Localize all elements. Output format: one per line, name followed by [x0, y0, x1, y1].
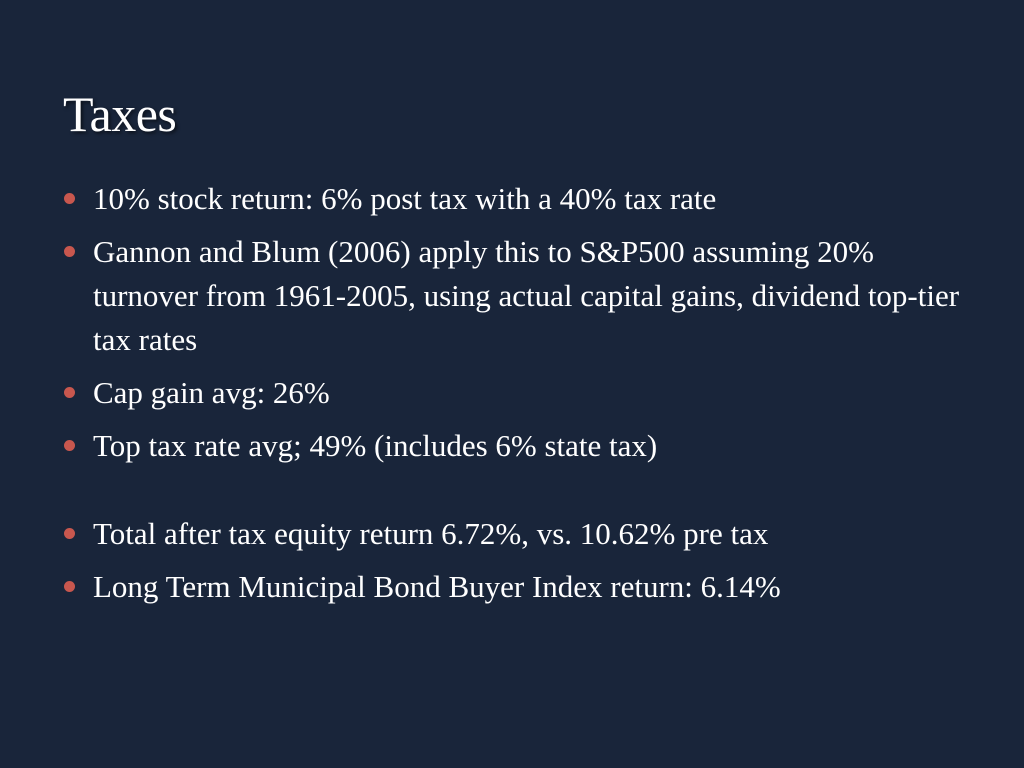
bullet-dot-icon [64, 528, 75, 539]
bullet-text: Total after tax equity return 6.72%, vs. 10.62% pre tax [93, 516, 769, 551]
bullet-item [64, 565, 964, 609]
bullet-item [64, 177, 964, 221]
bullet-text: Cap gain avg: 26% [93, 375, 330, 410]
bullet-dot-icon [64, 581, 75, 592]
bullet-dot-icon [64, 440, 75, 451]
bullet-item [64, 512, 964, 556]
bullet-text: Gannon and Blum (2006) apply this to S&P500 assuming 20% turnover from 1961-2005, using actual capital gains, dividend top-tier tax rates [93, 234, 960, 357]
bullet-text: Long Term Municipal Bond Buyer Index return: 6.14% [93, 569, 781, 604]
bullet-dot-icon [64, 193, 75, 204]
bullet-dot-icon [64, 246, 75, 257]
slide-title: Taxes [63, 86, 177, 142]
bullet-item [64, 230, 964, 362]
bullet-item [64, 424, 964, 468]
bullet-text: Top tax rate avg; 49% (includes 6% state tax) [93, 428, 658, 463]
bullet-dot-icon [64, 387, 75, 398]
bullet-item [64, 371, 964, 415]
bullet-list [64, 177, 964, 618]
bullet-text: 10% stock return: 6% post tax with a 40% tax rate [93, 181, 717, 216]
